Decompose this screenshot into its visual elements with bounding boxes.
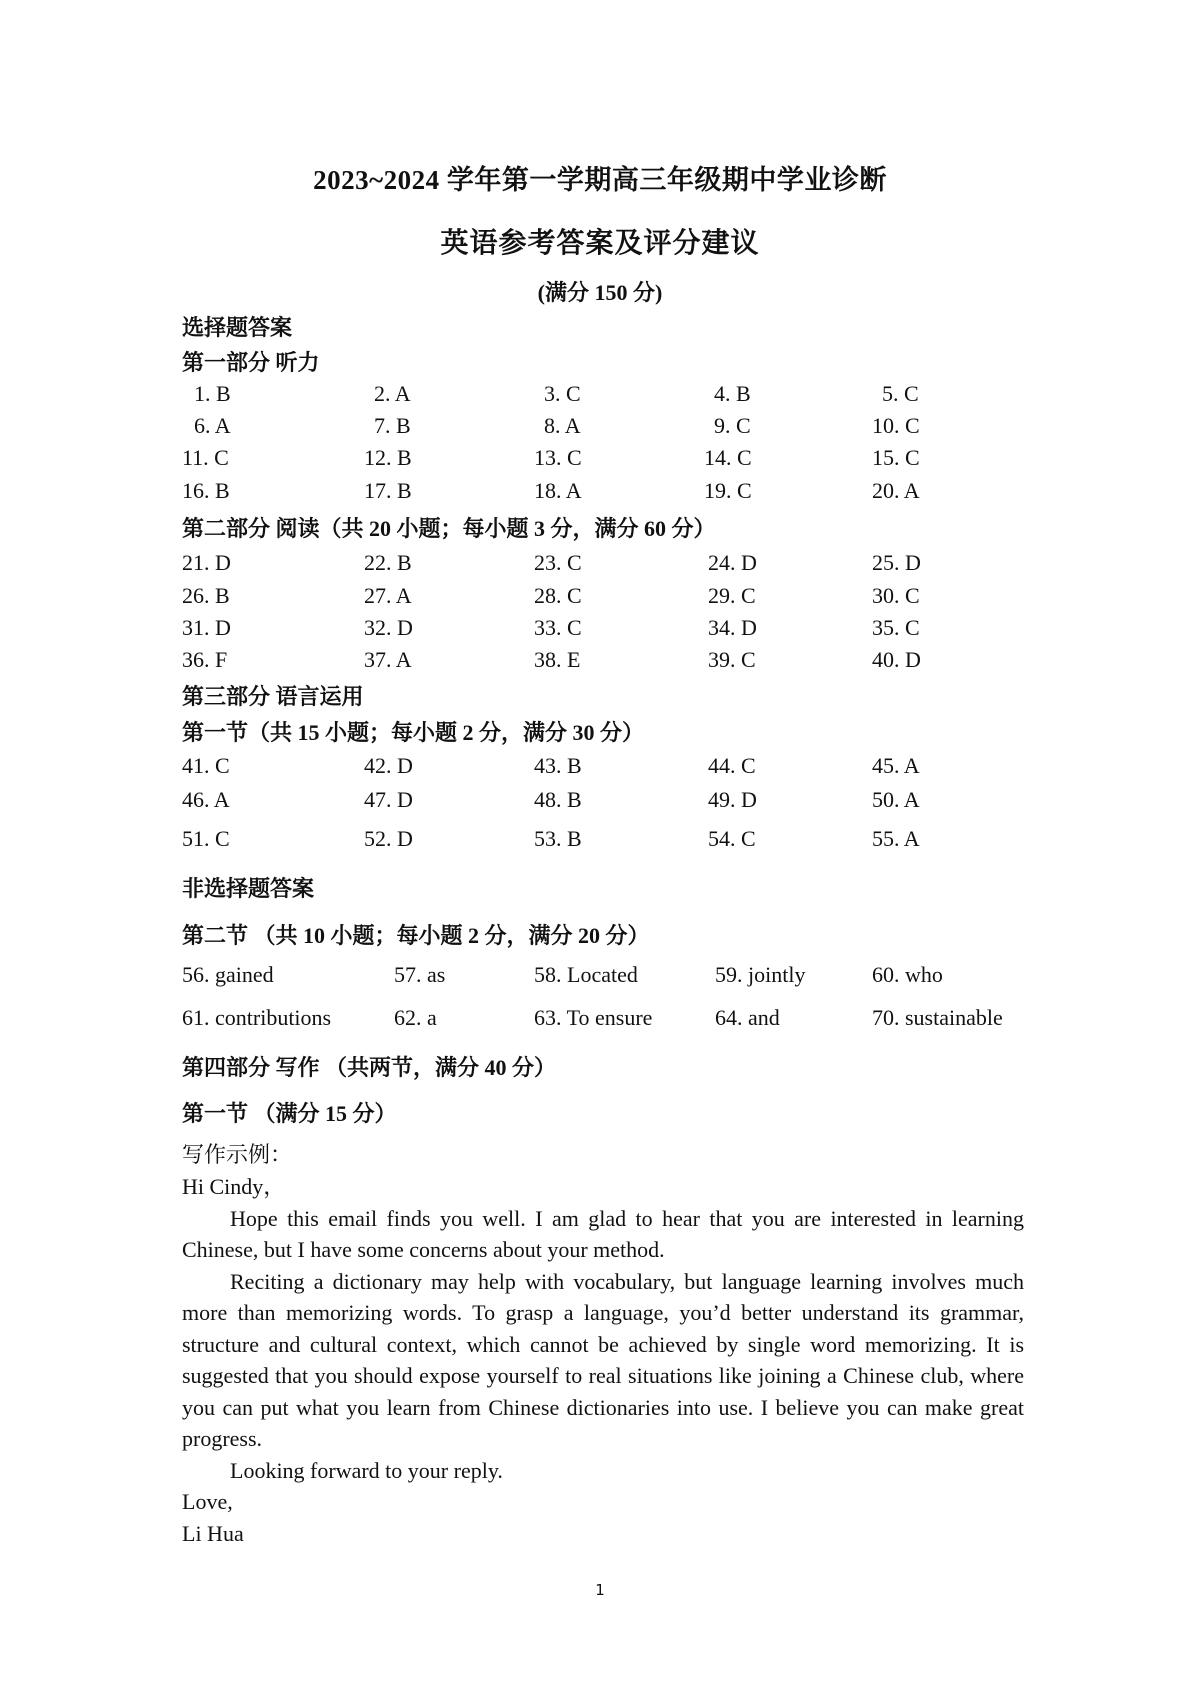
- answer-item: 5. C: [882, 381, 919, 406]
- answer-item: 62. a: [394, 1005, 437, 1030]
- answer-item: 47. D: [364, 787, 413, 812]
- answer-item: 53. B: [534, 826, 582, 851]
- answer-row: [182, 478, 1052, 506]
- answer-row: [182, 647, 1052, 675]
- essay-closing: Love,: [182, 1489, 233, 1514]
- essay-paragraph: Reciting a dictionary may help with vocabulary, but language learning involves much more than memorizing words. To grasp a language, you’d better understand its grammar, structure and cultural context, which cannot be achieved by single word memorizing. It is suggested that you should expose yourself to real situations like joining a Chinese club, where you can put what you learn from Chinese dictionaries into use. I believe you can make great progress.: [182, 1268, 1024, 1451]
- subjective-heading: 非选择题答案: [182, 876, 315, 901]
- answer-item: 23. C: [534, 550, 582, 575]
- answer-item: 46. A: [182, 787, 230, 812]
- section2-heading: 第二节 （共 10 小题；每小题 2 分，满分 20 分）: [182, 923, 650, 948]
- answer-item: 61. contributions: [182, 1005, 332, 1030]
- answer-item: 35. C: [872, 615, 920, 640]
- answer-row: [182, 826, 1052, 854]
- total-score: (满分 150 分): [537, 280, 663, 305]
- answer-item: 37. A: [364, 647, 412, 672]
- answer-row: [182, 1005, 1052, 1033]
- answer-item: 70. sustainable: [872, 1005, 1003, 1030]
- answer-item: 36. F: [182, 647, 228, 672]
- answer-item: 56. gained: [182, 962, 274, 987]
- sample-essay: [182, 1171, 1024, 1549]
- part3-section1-heading: 第一节（共 15 小题；每小题 2 分，满分 30 分）: [182, 720, 645, 745]
- answer-row: [182, 583, 1052, 611]
- answer-row: [182, 787, 1052, 815]
- answer-row: [182, 753, 1052, 781]
- answer-item: 29. C: [708, 583, 756, 608]
- answer-item: 57. as: [394, 962, 446, 987]
- answer-item: 59. jointly: [715, 962, 806, 987]
- answer-item: 64. and: [715, 1005, 780, 1030]
- answer-item: 48. B: [534, 787, 582, 812]
- answer-item: 50. A: [872, 787, 920, 812]
- answer-item: 8. A: [544, 413, 581, 438]
- answer-item: 30. C: [872, 583, 920, 608]
- part4-section1-heading: 第一节 （满分 15 分）: [182, 1101, 397, 1126]
- answer-row: [182, 615, 1052, 643]
- answer-item: 13. C: [534, 445, 582, 470]
- answer-item: 16. B: [182, 478, 230, 503]
- answer-item: 49. D: [708, 787, 757, 812]
- part3-heading: 第三部分 语言运用: [182, 684, 364, 709]
- answer-row: [182, 550, 1052, 578]
- answer-item: 17. B: [364, 478, 412, 503]
- essay-paragraph: Hope this email finds you well. I am glad to hear that you are interested in learning Chinese, but I have some concerns about your method.: [182, 1205, 1024, 1262]
- answer-item: 14. C: [704, 445, 752, 470]
- answer-item: 15. C: [872, 445, 920, 470]
- answer-row: [182, 445, 1052, 473]
- answer-item: 21. D: [182, 550, 231, 575]
- answer-row: [182, 413, 1052, 441]
- answer-item: 3. C: [544, 381, 581, 406]
- answer-item: 28. C: [534, 583, 582, 608]
- answer-item: 18. A: [534, 478, 582, 503]
- answer-row: [182, 381, 1052, 409]
- document-title: 2023~2024 学年第一学期高三年级期中学业诊断: [313, 165, 887, 195]
- answer-item: 58. Located: [534, 962, 638, 987]
- answer-item: 43. B: [534, 753, 582, 778]
- answer-item: 51. C: [182, 826, 230, 851]
- answer-item: 42. D: [364, 753, 413, 778]
- answer-item: 19. C: [704, 478, 752, 503]
- answer-item: 9. C: [714, 413, 751, 438]
- answer-item: 25. D: [872, 550, 921, 575]
- answer-item: 26. B: [182, 583, 230, 608]
- answer-item: 32. D: [364, 615, 413, 640]
- answer-item: 45. A: [872, 753, 920, 778]
- answer-item: 44. C: [708, 753, 756, 778]
- example-label: 写作示例：: [182, 1142, 293, 1167]
- answer-item: 2. A: [374, 381, 411, 406]
- part2-heading: 第二部分 阅读（共 20 小题；每小题 3 分，满分 60 分）: [182, 516, 716, 541]
- page-number: 1: [595, 1581, 605, 1599]
- essay-paragraph: Looking forward to your reply.: [230, 1457, 503, 1483]
- answer-item: 55. A: [872, 826, 920, 851]
- answer-item: 52. D: [364, 826, 413, 851]
- answer-item: 11. C: [182, 445, 229, 470]
- answer-item: 38. E: [534, 647, 581, 672]
- answer-item: 40. D: [872, 647, 921, 672]
- essay-signature: Li Hua: [182, 1520, 244, 1546]
- answer-item: 10. C: [872, 413, 920, 438]
- answer-item: 1. B: [194, 381, 231, 406]
- part1-heading: 第一部分 听力: [182, 350, 320, 375]
- answer-item: 41. C: [182, 753, 230, 778]
- answer-item: 7. B: [374, 413, 411, 438]
- essay-greeting: Hi Cindy，: [182, 1174, 286, 1199]
- answer-item: 12. B: [364, 445, 412, 470]
- objective-heading: 选择题答案: [182, 315, 293, 340]
- answer-item: 33. C: [534, 615, 582, 640]
- answer-item: 22. B: [364, 550, 412, 575]
- answer-item: 24. D: [708, 550, 757, 575]
- answer-item: 20. A: [872, 478, 920, 503]
- answer-item: 27. A: [364, 583, 412, 608]
- answer-row: [182, 962, 1052, 990]
- answer-item: 31. D: [182, 615, 231, 640]
- answer-item: 63. To ensure: [534, 1005, 653, 1030]
- document-subtitle: 英语参考答案及评分建议: [440, 228, 760, 259]
- answer-item: 6. A: [194, 413, 231, 438]
- answer-item: 60. who: [872, 962, 943, 987]
- answer-item: 4. B: [714, 381, 751, 406]
- answer-item: 34. D: [708, 615, 757, 640]
- answer-item: 39. C: [708, 647, 756, 672]
- answer-item: 54. C: [708, 826, 756, 851]
- part4-heading: 第四部分 写作 （共两节，满分 40 分）: [182, 1055, 557, 1080]
